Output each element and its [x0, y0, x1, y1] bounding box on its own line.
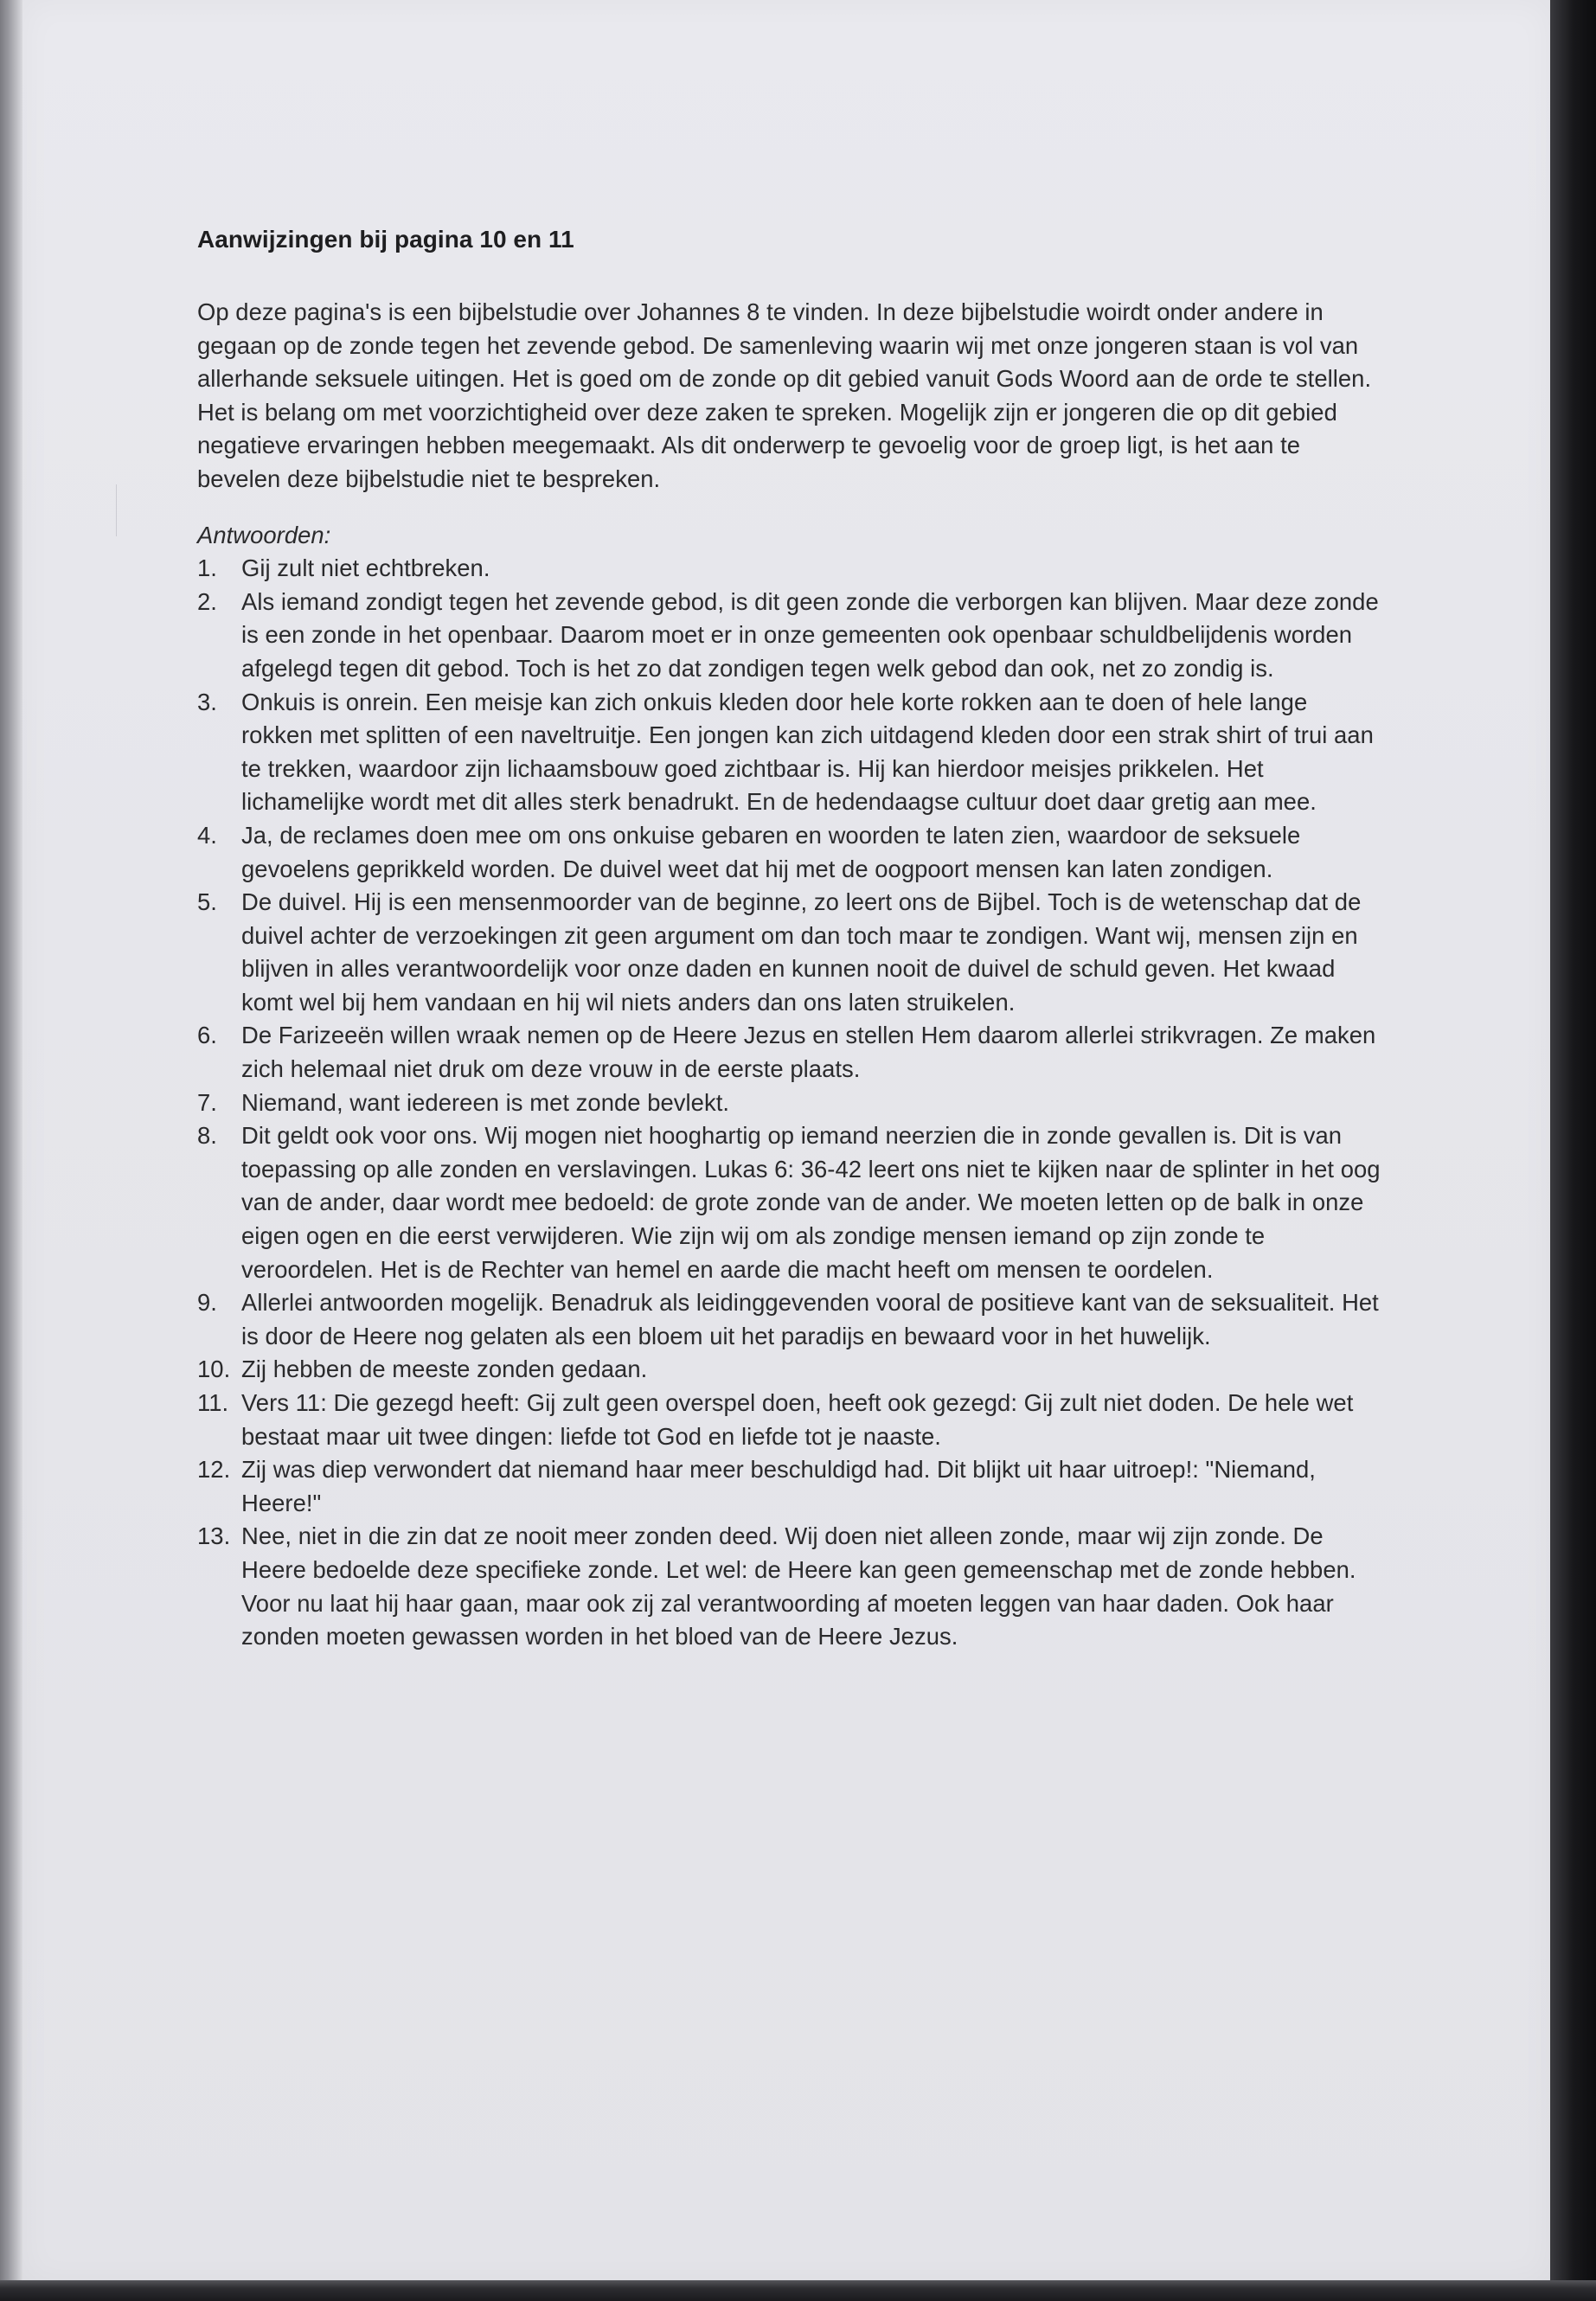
answer-item — [197, 819, 1382, 886]
answer-number: 11. — [197, 1389, 229, 1416]
answer-number: 10. — [197, 1356, 231, 1383]
answer-item — [197, 1086, 1382, 1120]
answers-list — [197, 552, 1382, 1654]
answer-item — [197, 886, 1382, 1019]
answer-text: Allerlei antwoorden mogelijk. Benadruk als leidinggevenden vooral de positieve kant van de seksualiteit. Het is door de Heere nog gelaten als een bloem uit het paradijs en bewaard voor in het huwelijk. — [241, 1289, 1379, 1349]
answer-text: Onkuis is onrein. Een meisje kan zich onkuis kleden door hele korte rokken aan te doen of hele lange rokken met splitten of een naveltruitje. Een jongen kan zich uitdagend kleden door een strak shirt of trui aan te trekken, waardoor zijn lichaamsbouw goed zichtbaar is. Hij kan hierdoor meisjes prikkelen. Het lichamelijke wordt met dit alles sterk benadrukt. En de hedendaagse cultuur doet daar gretig aan mee. — [241, 688, 1374, 816]
answer-text: Als iemand zondigt tegen het zevende gebod, is dit geen zonde die verborgen kan blijven. Maar deze zonde is een zonde in het openbaar. Daarom moet er in onze gemeenten ook openbaar schuldbelijdenis worden afgelegd tegen dit gebod. Toch is het zo dat zondigen tegen welk gebod dan ook, net zo zondig is. — [241, 587, 1379, 682]
answer-text: De duivel. Hij is een mensenmoorder van de beginne, zo leert ons de Bijbel. Toch is de wetenschap dat de duivel achter de verzoekingen zit geen argument om dan toch maar te zondigen. Want wij, mensen zijn en blijven in alles verantwoordelijk voor onze daden en kunnen nooit de duivel de schuld geven. Het kwaad komt wel bij hem vandaan en hij wil niets anders dan ons laten struikelen. — [241, 888, 1362, 1016]
answer-number: 4. — [197, 821, 217, 849]
answers-label: Antwoorden: — [197, 521, 331, 548]
answer-number: 13. — [197, 1522, 231, 1550]
answer-item — [197, 686, 1382, 819]
answer-item — [197, 1453, 1382, 1520]
answer-text: Gij zult niet echtbreken. — [241, 554, 490, 582]
answer-item — [197, 1387, 1382, 1453]
page-heading: Aanwijzingen bij pagina 10 en 11 — [197, 226, 574, 253]
answer-item — [197, 552, 1382, 586]
answer-item — [197, 1520, 1382, 1653]
answer-item — [197, 1119, 1382, 1286]
answer-number: 5. — [197, 888, 217, 916]
paper-crease — [116, 484, 124, 536]
answer-text: Nee, niet in die zin dat ze nooit meer zonden deed. Wij doen niet alleen zonde, maar wij zijn zonde. De Heere bedoelde deze specifieke zonde. Let wel: de Heere kan geen gemeenschap met de zonde hebben. Voor nu laat hij haar gaan, maar ook zij zal verantwoording af moeten leggen van haar daden. Ook haar zonden moeten gewassen worden in het bloed van de Heere Jezus. — [241, 1522, 1356, 1650]
answer-text: Zij was diep verwondert dat niemand haar meer beschuldigd had. Dit blijkt uit haar uitroep!: "Niemand, Heere!" — [241, 1456, 1316, 1516]
answer-text: Ja, de reclames doen mee om ons onkuise gebaren en woorden te laten zien, waardoor de seksuele gevoelens geprikkeld worden. De duivel weet dat hij met de oogpoort mensen kan laten zondigen. — [241, 821, 1301, 882]
document-content — [197, 223, 1382, 1654]
answer-item — [197, 586, 1382, 686]
answer-text: Vers 11: Die gezegd heeft: Gij zult geen overspel doen, heeft ook gezegd: Gij zult niet doden. De hele wet bestaat maar uit twee dingen: liefde tot God en liefde tot je naaste. — [241, 1389, 1354, 1450]
scanner-right-edge — [1550, 0, 1596, 2301]
scanner-bottom-edge — [0, 2280, 1596, 2301]
answer-number: 8. — [197, 1122, 217, 1150]
answer-item — [197, 1019, 1382, 1086]
answer-text: De Farizeeën willen wraak nemen op de Heere Jezus en stellen Hem daarom allerlei strikvragen. Ze maken zich helemaal niet druk om deze vrouw in de eerste plaats. — [241, 1022, 1376, 1083]
answer-number: 9. — [197, 1289, 217, 1317]
answer-number: 6. — [197, 1022, 217, 1049]
answer-text: Dit geldt ook voor ons. Wij mogen niet hooghartig op iemand neerzien die in zonde gevallen is. Dit is van toepassing op alle zonden en verslavingen. Lukas 6: 36-42 leert ons niet te kijken naar de splinter in het oog van de ander, daar wordt mee bedoeld: de grote zonde van de ander. We moeten letten op de balk in onze eigen ogen en die eerst verwijderen. Wie zijn wij om als zondige mensen iemand op zijn zonde te veroordelen. Het is de Rechter van hemel en aarde die macht heeft om mensen te oordelen. — [241, 1122, 1381, 1283]
answer-number: 2. — [197, 587, 217, 615]
answer-number: 12. — [197, 1456, 231, 1484]
answer-text: Niemand, want iedereen is met zonde bevlekt. — [241, 1088, 730, 1116]
answer-item — [197, 1286, 1382, 1353]
answer-item — [197, 1353, 1382, 1387]
answer-number: 7. — [197, 1088, 217, 1116]
answer-number: 3. — [197, 688, 217, 715]
answer-text: Zij hebben de meeste zonden gedaan. — [241, 1356, 648, 1383]
answer-number: 1. — [197, 554, 217, 582]
intro-paragraph: Op deze pagina's is een bijbelstudie over Johannes 8 te vinden. In deze bijbelstudie woirdt onder andere in gegaan op de zonde tegen het zevende gebod. De samenleving waarin wij met onze jongeren staan is vol van allerhande seksuele uitingen. Het is goed om de zonde op dit gebied vanuit Gods Woord aan de orde te stellen. Het is belang om met voorzichtigheid over deze zaken te spreken. Mogelijk zijn er jongeren die op dit gebied negatieve ervaringen hebben meegemaakt. Als dit onderwerp te gevoelig voor de groep ligt, is het aan te bevelen deze bijbelstudie niet te bespreken. — [197, 298, 1372, 492]
